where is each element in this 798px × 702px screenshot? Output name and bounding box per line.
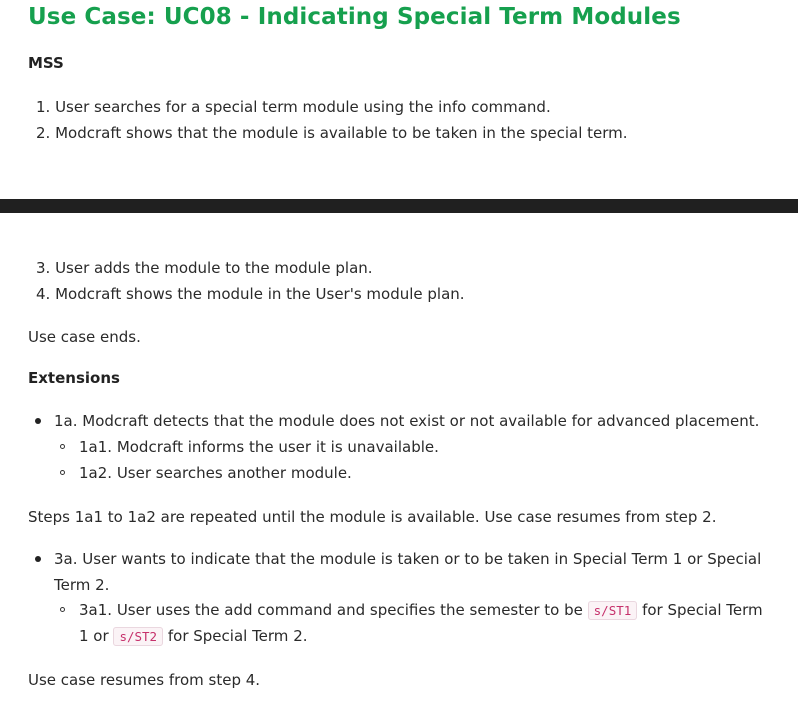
extension-3a-note: Use case resumes from step 4. — [28, 671, 261, 689]
extension-1a-note: Steps 1a1 to 1a2 are repeated until the module is available. Use case resumes from step 2. — [28, 508, 717, 526]
extension-3a-line1: 3a. User wants to indicate that the module is taken or to be taken in Special Term 1 or Special — [54, 550, 762, 568]
extension-3a-line2: Term 2. — [54, 576, 110, 594]
mss-heading: MSS — [28, 54, 64, 72]
extension-1a1: 1a1. Modcraft informs the user it is unavailable. — [79, 438, 439, 456]
bullet-icon — [35, 418, 41, 424]
mss-step-4: 4. Modcraft shows the module in the User's module plan. — [36, 285, 465, 303]
mss-step-3: 3. User adds the module to the module plan. — [36, 259, 373, 277]
code-st1: s/ST1 — [588, 601, 638, 620]
circle-bullet-icon — [60, 444, 65, 449]
circle-bullet-icon — [60, 470, 65, 475]
page-title: Use Case: UC08 - Indicating Special Term Modules — [28, 4, 681, 30]
extension-3a1-line2: 1 or s/ST2 for Special Term 2. — [79, 627, 308, 645]
bullet-icon — [35, 556, 41, 562]
mss-step-1: 1. User searches for a special term module using the info command. — [36, 98, 551, 116]
mss-step-2: 2. Modcraft shows that the module is available to be taken in the special term. — [36, 124, 628, 142]
extension-1a2: 1a2. User searches another module. — [79, 464, 352, 482]
extensions-heading: Extensions — [28, 369, 120, 387]
circle-bullet-icon — [60, 607, 65, 612]
use-case-ends: Use case ends. — [28, 328, 141, 346]
extension-1a: 1a. Modcraft detects that the module does not exist or not available for advanced placement. — [54, 412, 760, 430]
page-break-divider — [0, 199, 798, 213]
extension-3a1-line1: 3a1. User uses the add command and specifies the semester to be s/ST1 for Special Term — [79, 601, 763, 619]
code-st2: s/ST2 — [113, 627, 163, 646]
